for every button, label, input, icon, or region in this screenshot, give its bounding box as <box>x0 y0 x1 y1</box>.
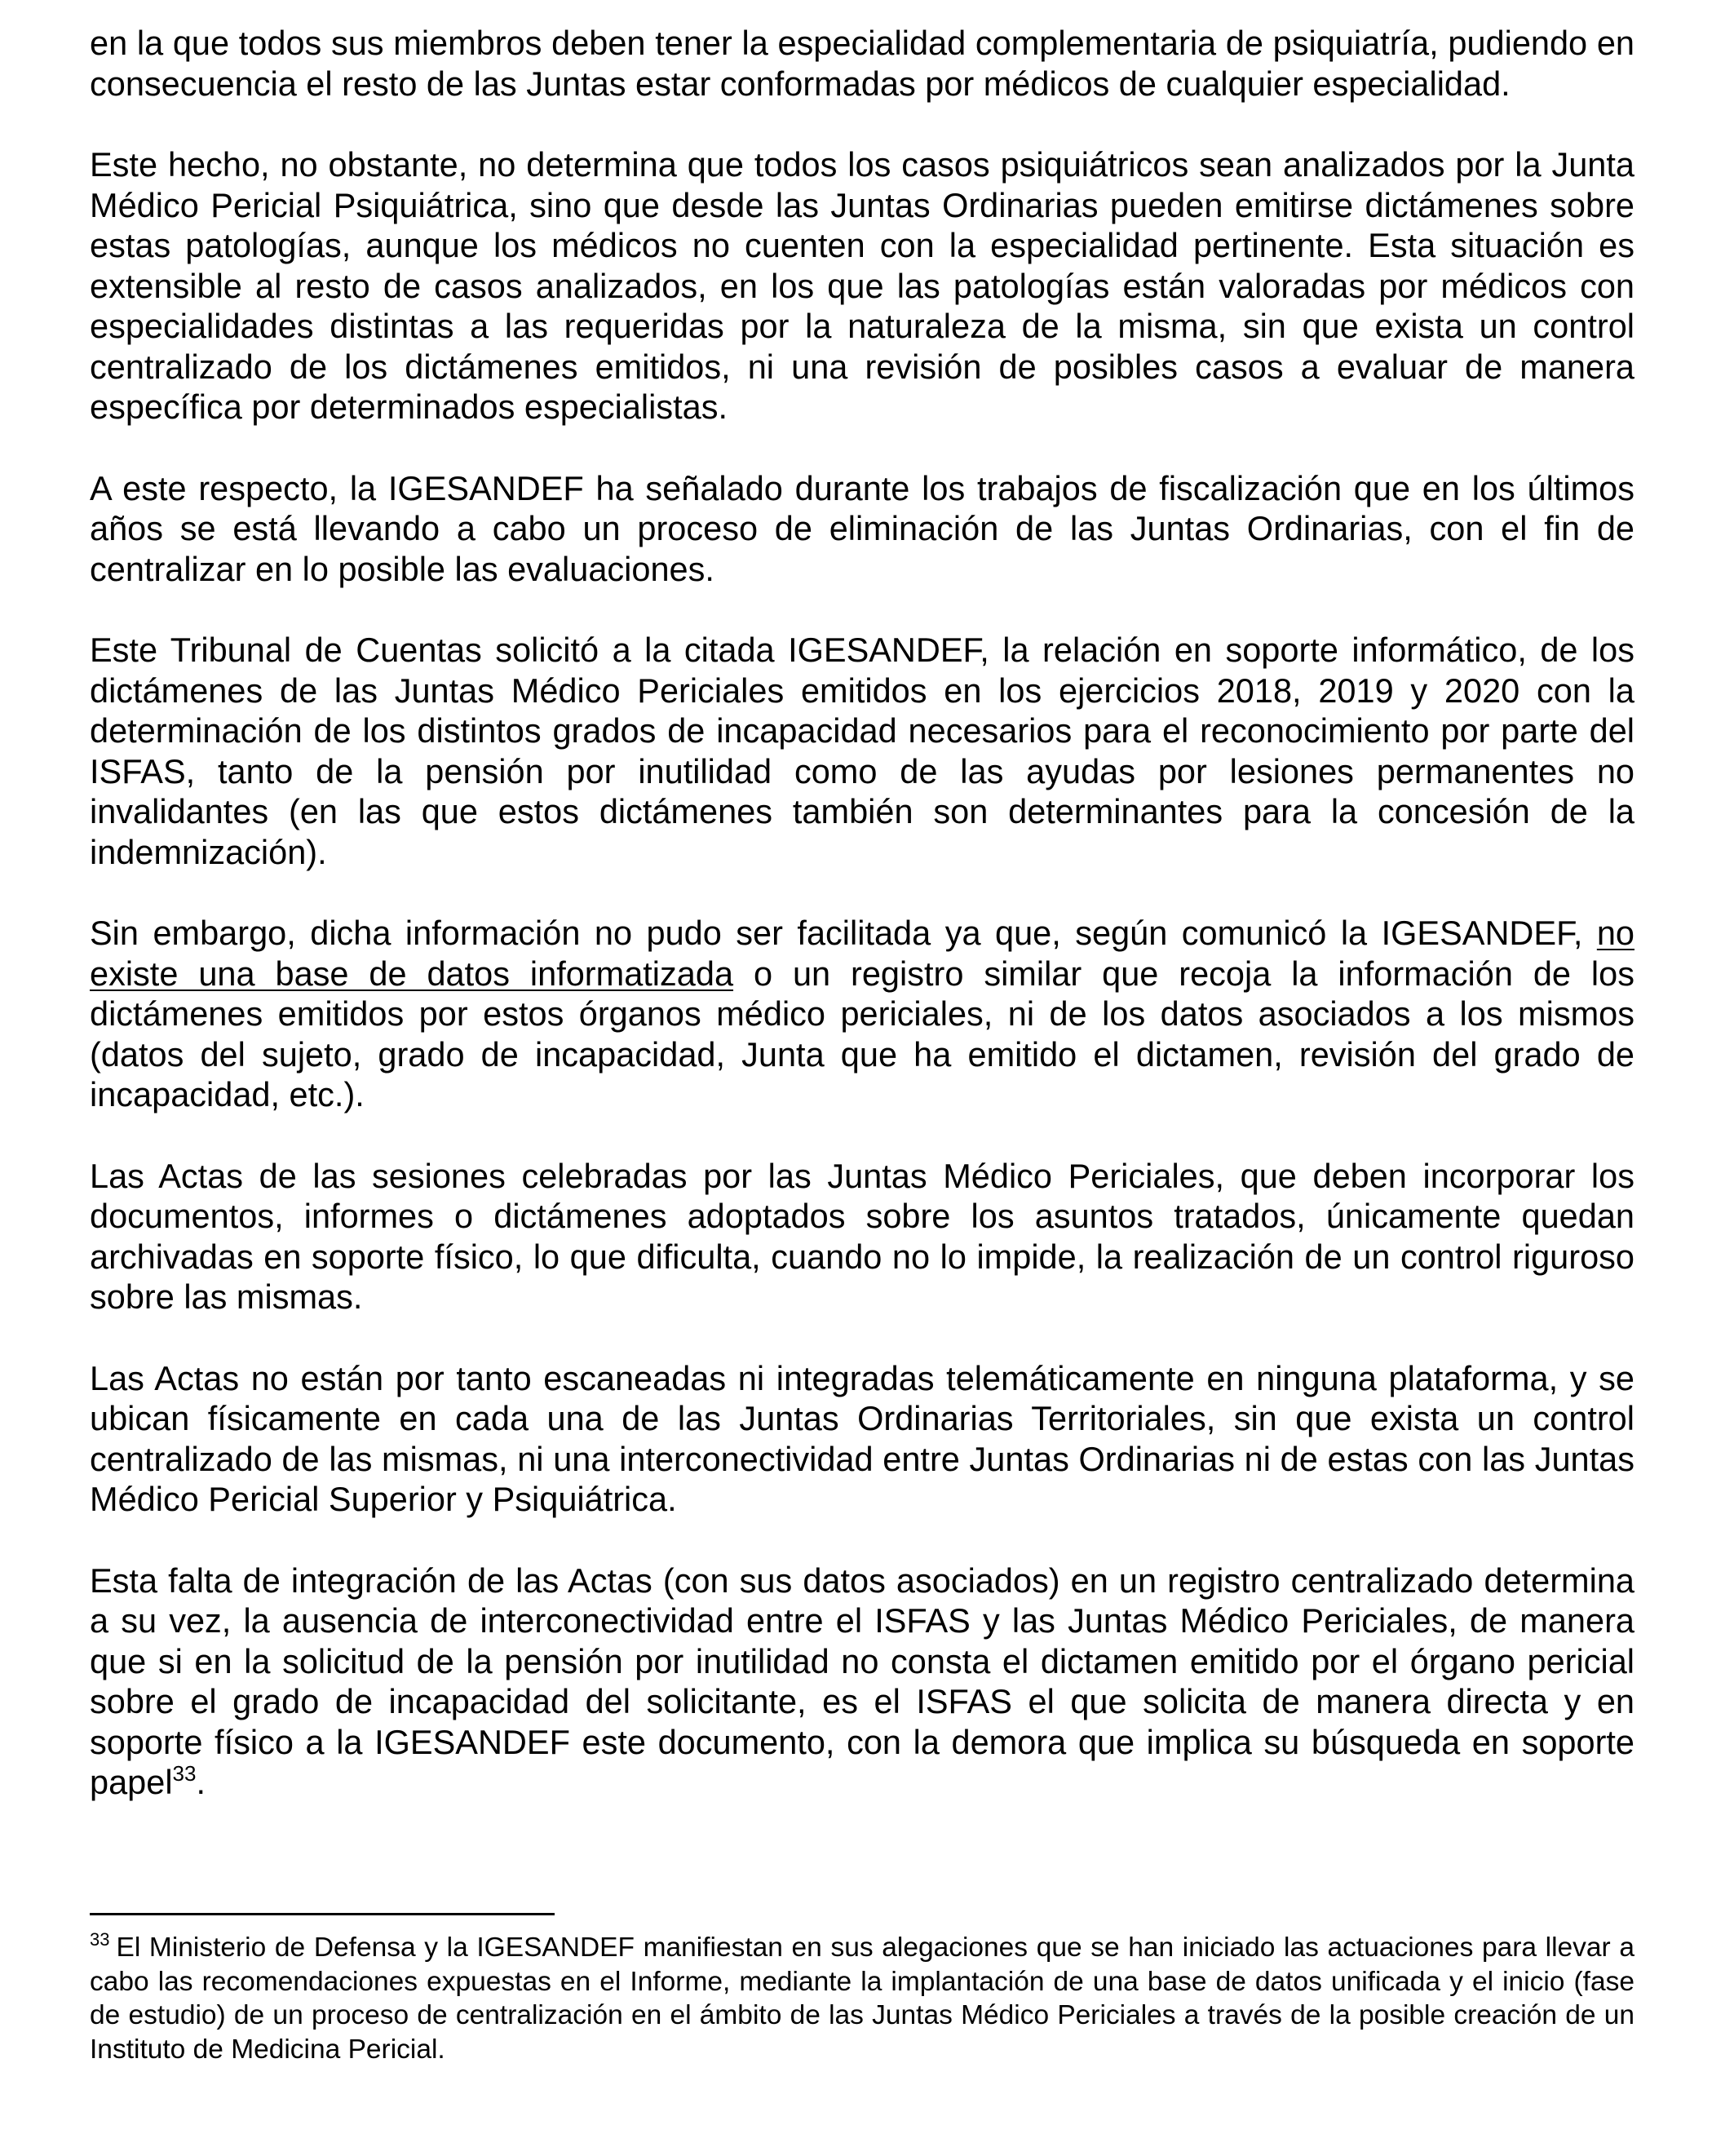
paragraph-text: Sin embargo, dicha información no pudo ser facilitada ya que, según comunicó la IGESANDEF, <box>90 914 1597 952</box>
document-body <box>90 23 1634 1803</box>
footnote-number: 33 <box>90 1929 110 1950</box>
paragraph: en la que todos sus miembros deben tener la especialidad complementaria de psiquiatría, pudiendo en consecuencia el resto de las Juntas estar conformadas por médicos de cualquier especialidad. <box>90 24 1634 103</box>
underlined-emphasis: no existe una base de datos informatizada <box>90 914 1634 993</box>
footnote-reference[interactable]: 33 <box>172 1761 197 1786</box>
paragraph-text: Esta falta de integración de las Actas (con sus datos asociados) en un registro centralizado determina a su vez, la ausencia de interconectividad entre el ISFAS y las Juntas Médico Periciales, de manera que si en la solicitud de la pensión por inutilidad no consta el dictamen emitido por el órgano pericial sobre el grado de incapacidad del solicitante, es el ISFAS el que solicita de manera directa y en soporte físico a la IGESANDEF este documento, con la demora que implica su búsqueda en soporte papel <box>90 1561 1634 1801</box>
paragraph-with-footnote <box>90 1561 1634 1803</box>
paragraph: Este hecho, no obstante, no determina que todos los casos psiquiátricos sean analizados por la Junta Médico Pericial Psiquiátrica, sino que desde las Juntas Ordinarias pueden emitirse dictámenes sobre estas patologías, aunque los médicos no cuenten con la especialidad pertinente. Esta situación es extensible al resto de casos analizados, en los que las patologías están valoradas por médicos con especialidades distintas a las requeridas por la naturaleza de la misma, sin que exista un control centralizado de los dictámenes emitidos, ni una revisión de posibles casos a evaluar de manera específica por determinados especialistas. <box>90 145 1634 426</box>
footnote-text: El Ministerio de Defensa y la IGESANDEF manifiestan en sus alegaciones que se han iniciado las actuaciones para llevar a cabo las recomendaciones expuestas en el Informe, mediante la implantación de una base de datos unificada y el inicio (fase de estudio) de un proceso de centralización en el ámbito de las Juntas Médico Periciales a través de la posible creación de un Instituto de Medicina Pericial. <box>90 1932 1634 2065</box>
footnote-separator <box>90 1913 555 1915</box>
paragraph: Este Tribunal de Cuentas solicitó a la citada IGESANDEF, la relación en soporte informático, de los dictámenes de las Juntas Médico Periciales emitidos en los ejercicios 2018, 2019 y 2020 con la determinación de los distintos grados de incapacidad necesarios para el reconocimiento por parte del ISFAS, tanto de la pensión por inutilidad como de las ayudas por lesiones permanentes no invalidantes (en las que estos dictámenes también son determinantes para la concesión de la indemnización). <box>90 631 1634 871</box>
paragraph-end: . <box>196 1763 206 1801</box>
footnote <box>90 1931 1634 2066</box>
paragraph: Las Actas no están por tanto escaneadas ni integradas telemáticamente en ninguna plataforma, y se ubican físicamente en cada una de las Juntas Ordinarias Territoriales, sin que exista un control centralizado de las mismas, ni una interconectividad entre Juntas Ordinarias ni de estas con las Juntas Médico Pericial Superior y Psiquiátrica. <box>90 1358 1634 1518</box>
paragraph-text: o un registro similar que recoja la información de los dictámenes emitidos por estos órganos médico periciales, ni de los datos asociados a los mismos (datos del sujeto, grado de incapacidad, Junta que ha emitido el dictamen, revisión del grado de incapacidad, etc.). <box>90 954 1634 1113</box>
paragraph: Las Actas de las sesiones celebradas por las Juntas Médico Periciales, que deben incorporar los documentos, informes o dictámenes adoptados sobre los asuntos tratados, únicamente quedan archivadas en soporte físico, lo que dificulta, cuando no lo impide, la realización de un control riguroso sobre las mismas. <box>90 1156 1634 1316</box>
paragraph: A este respecto, la IGESANDEF ha señalado durante los trabajos de fiscalización que en los últimos años se está llevando a cabo un proceso de eliminación de las Juntas Ordinarias, con el fin de centralizar en lo posible las evaluaciones. <box>90 468 1634 588</box>
paragraph-no-database <box>90 913 1634 1115</box>
